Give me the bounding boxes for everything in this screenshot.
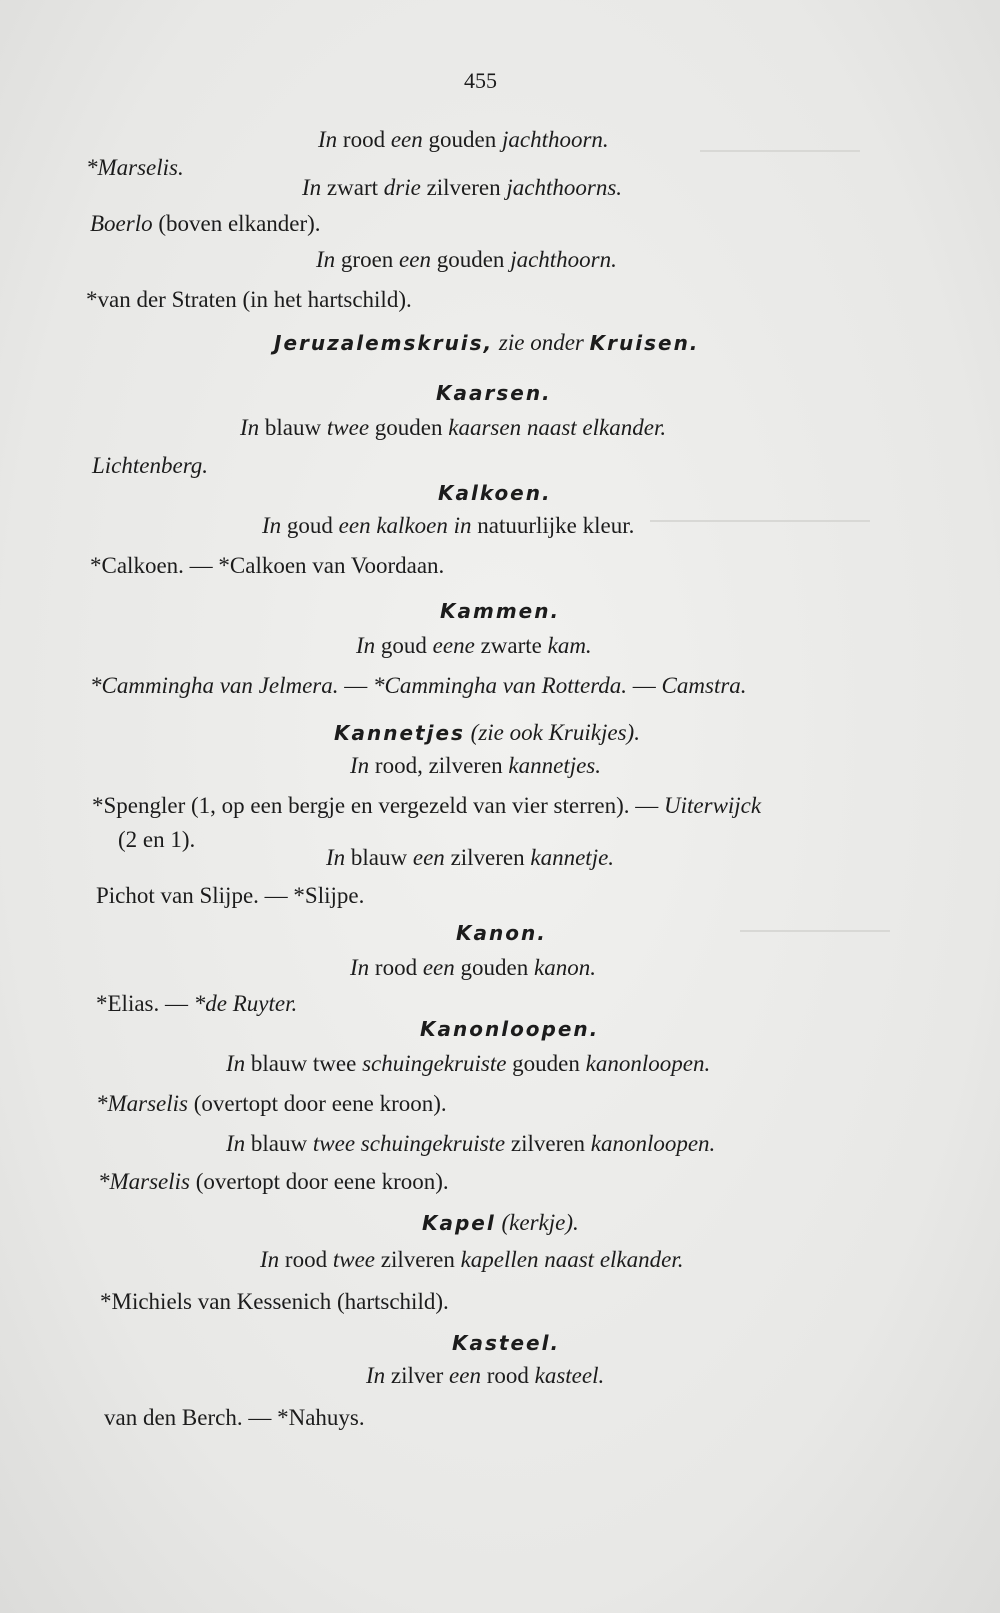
- family-line: Boerlo (boven elkander).: [90, 211, 321, 236]
- family-line: *Cammingha van Jelmera. — *Cammingha van Rotterda. — Camstra.: [90, 673, 747, 698]
- family-line: Lichtenberg.: [92, 453, 209, 478]
- blazon-line: In groen een gouden jachthoorn.: [316, 247, 617, 272]
- blazon-line: In zwart drie zilveren jachthoorns.: [302, 175, 623, 200]
- blazon-line: In rood twee zilveren kapellen naast elkander.: [260, 1247, 684, 1272]
- family-line: *Spengler (1, op een bergje en vergezeld van vier sterren). — Uiterwijck: [92, 793, 762, 818]
- family-line: *Elias. — *de Ruyter.: [96, 991, 298, 1016]
- family-line: *van der Straten (in het hartschild).: [86, 287, 412, 312]
- blazon-line: In goud eene zwarte kam.: [356, 633, 592, 658]
- page-number: 455: [464, 68, 497, 93]
- family-line: *Calkoen. — *Calkoen van Voordaan.: [90, 553, 445, 578]
- family-line: *Marselis (overtopt door eene kroon).: [98, 1169, 449, 1194]
- blazon-line: In blauw twee gouden kaarsen naast elkander.: [240, 415, 667, 440]
- blazon-line: In goud een kalkoen in natuurlijke kleur.: [262, 513, 635, 538]
- blazon-line: In rood een gouden jachthoorn.: [318, 127, 609, 152]
- blazon-line: In blauw twee schuingekruiste zilveren kanonloopen.: [226, 1131, 716, 1156]
- family-line-continuation: (2 en 1).: [118, 827, 196, 852]
- bleed-through-mark: [650, 520, 870, 534]
- family-line: *Marselis (overtopt door eene kroon).: [96, 1091, 447, 1116]
- section-heading: Kanon.: [456, 921, 547, 945]
- family-line: van den Berch. — *Nahuys.: [104, 1405, 365, 1430]
- section-heading: Kalkoen.: [438, 481, 552, 505]
- section-heading: Kapel (kerkje).: [422, 1210, 579, 1235]
- section-heading: Jeruzalemskruis, zie onder Kruisen.: [274, 330, 700, 355]
- blazon-line: In rood een gouden kanon.: [350, 955, 596, 980]
- bleed-through-mark: [740, 930, 890, 944]
- blazon-line: In zilver een rood kasteel.: [366, 1363, 605, 1388]
- family-line: *Marselis.: [86, 155, 184, 180]
- blazon-line: In rood, zilveren kannetjes.: [350, 753, 602, 778]
- family-line: *Michiels van Kessenich (hartschild).: [100, 1289, 449, 1314]
- section-heading: Kanonloopen.: [420, 1017, 600, 1041]
- family-line: Pichot van Slijpe. — *Slijpe.: [96, 883, 365, 908]
- blazon-line: In blauw twee schuingekruiste gouden kanonloopen.: [226, 1051, 711, 1076]
- section-heading: Kannetjes (zie ook Kruikjes).: [334, 720, 640, 745]
- section-heading: Kaarsen.: [436, 381, 552, 405]
- blazon-line: In blauw een zilveren kannetje.: [326, 845, 615, 870]
- bleed-through-mark: [700, 150, 860, 164]
- section-heading: Kasteel.: [452, 1331, 561, 1355]
- section-heading: Kammen.: [440, 599, 561, 623]
